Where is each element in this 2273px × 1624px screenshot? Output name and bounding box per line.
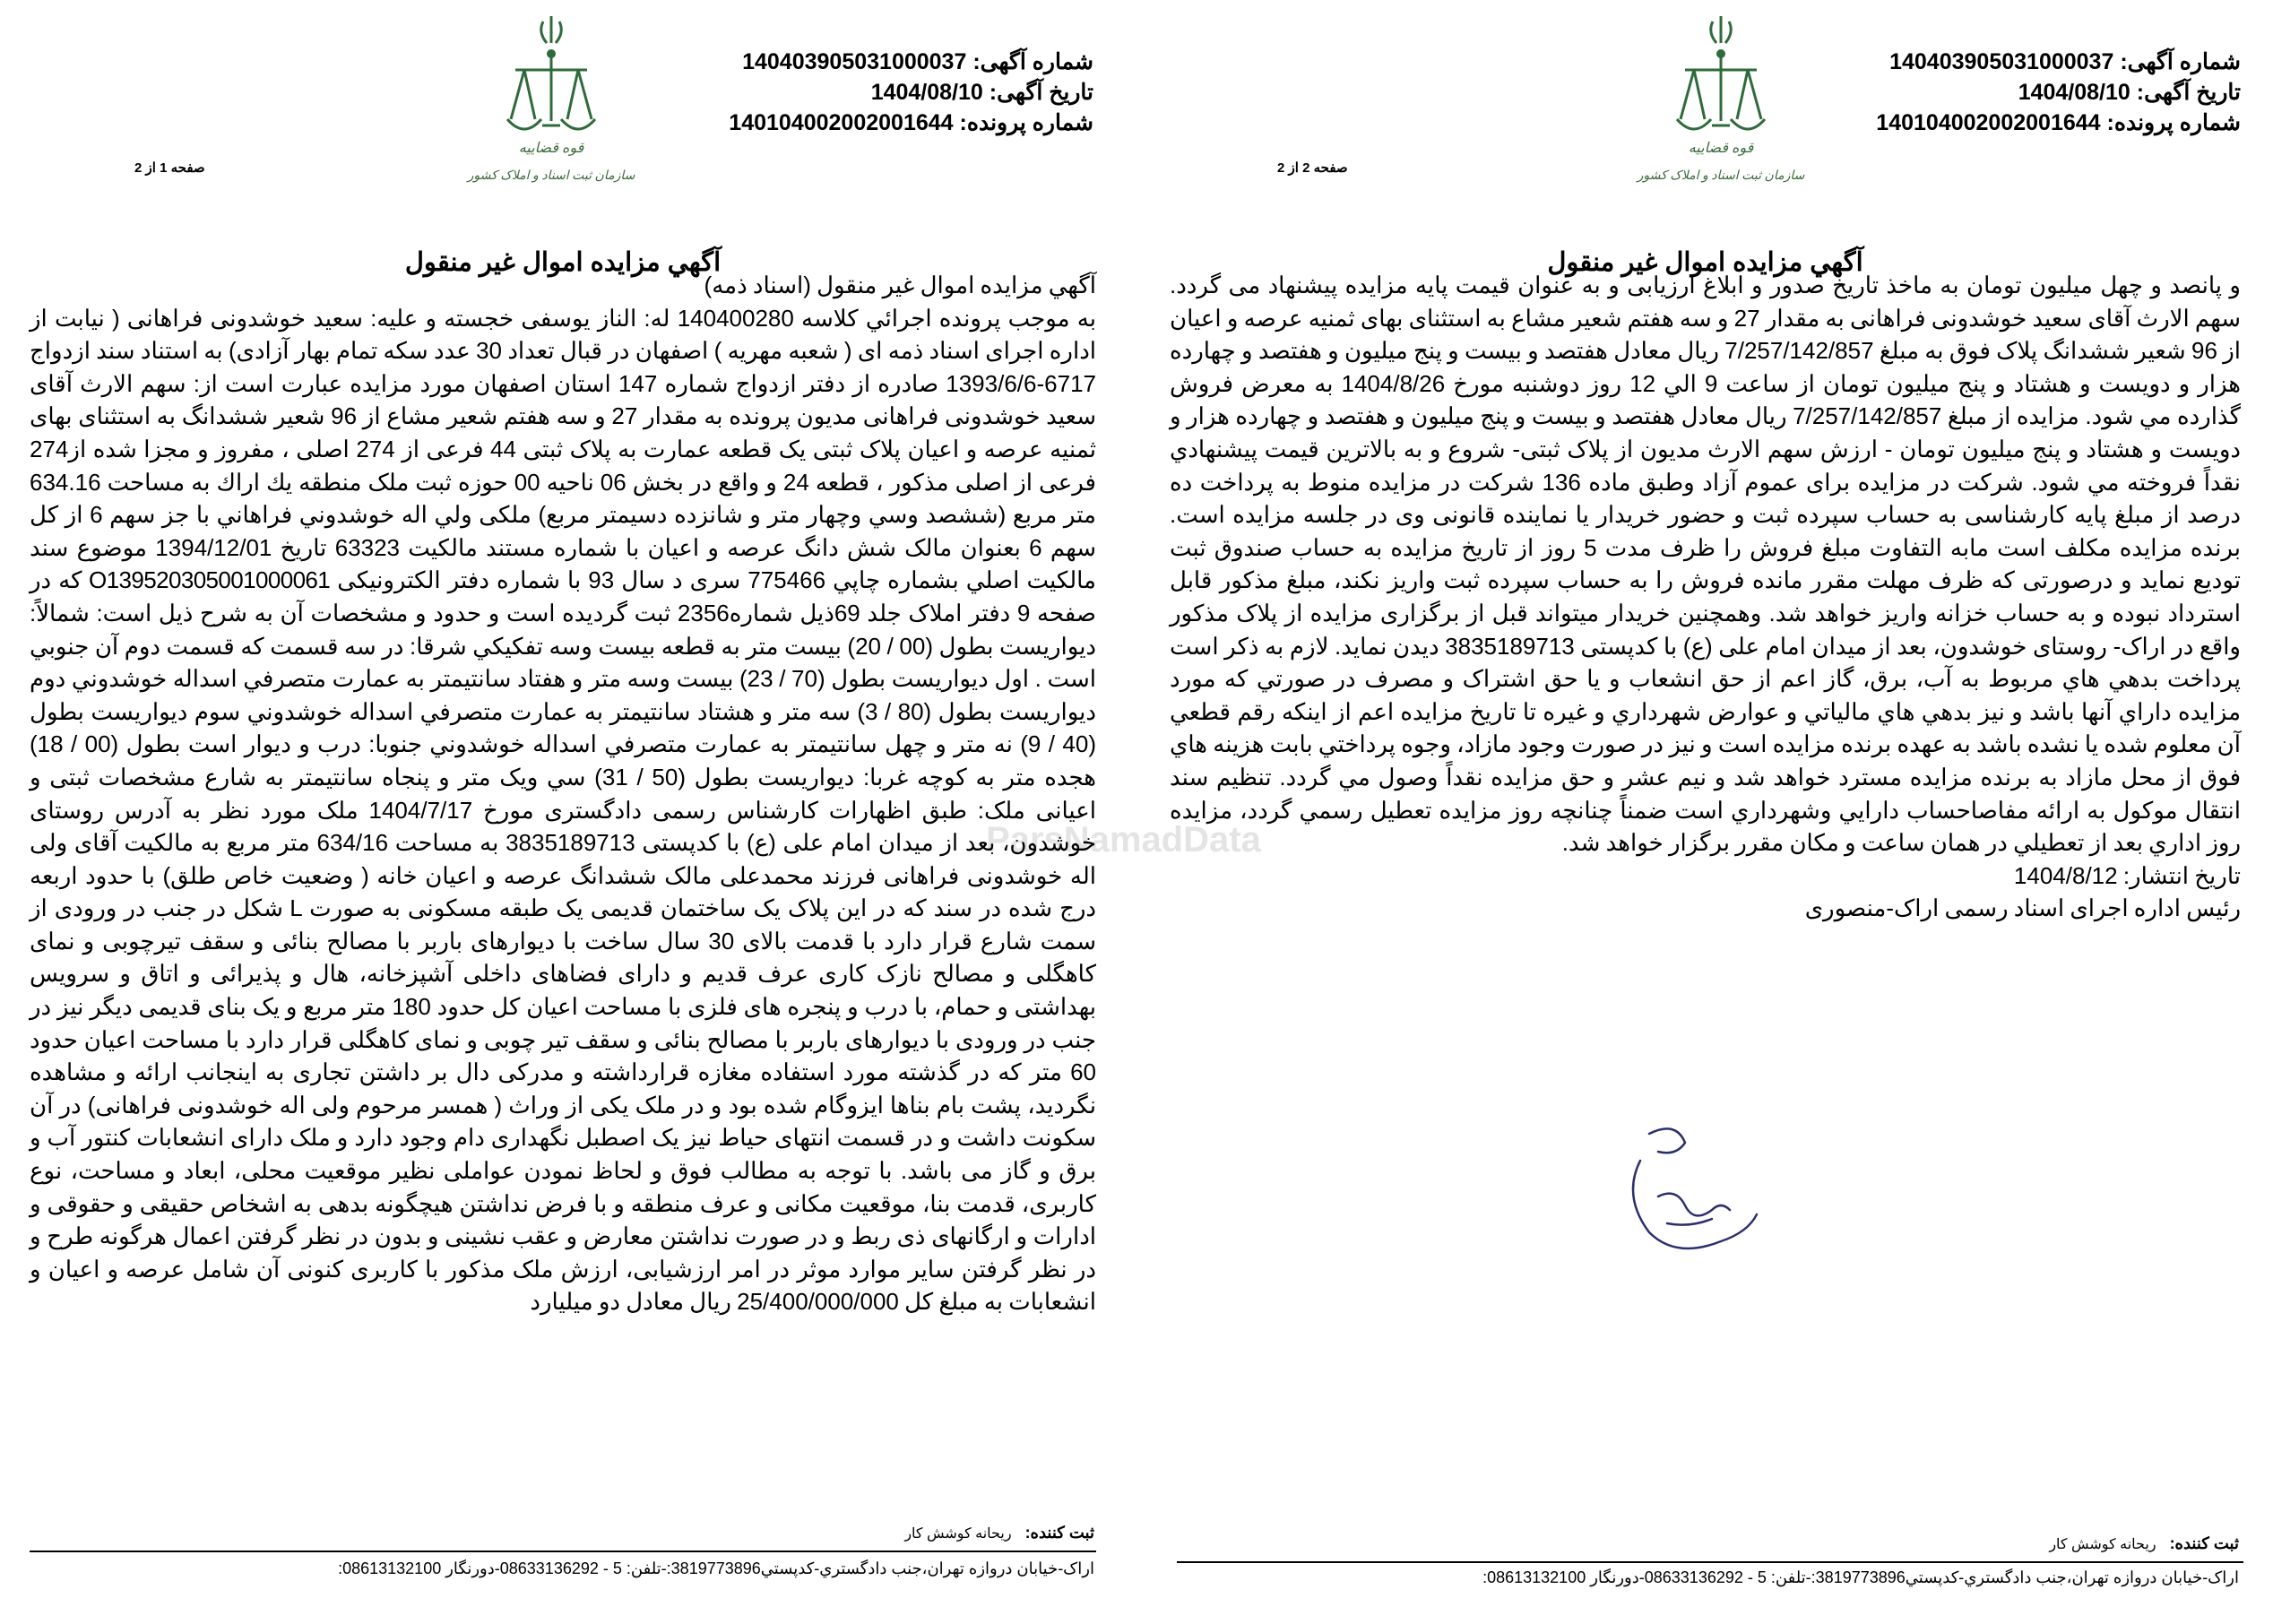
notice-body — [1170, 269, 2241, 925]
registrar-row: ثبت کننده: ريحانه کوشش کار — [2049, 1534, 2239, 1552]
ad-number-row: شماره آگهی: 140403905031000037 — [742, 49, 1093, 74]
ad-date-row: تاريخ آگهی: 1404/08/10 — [2018, 80, 2241, 105]
registrar-row: ثبت کننده: ريحانه کوشش کار — [904, 1524, 1094, 1542]
ad-header — [729, 47, 1093, 138]
footer-divider — [30, 1551, 1096, 1552]
ad-date: 1404/08/10 — [870, 80, 983, 105]
footer-address: اراک-خيابان دروازه تهران،جنب دادگستري-کدپستي3819773896:-تلفن: 5 - 08633136292-دورنگار 08613132100: — [338, 1559, 1094, 1577]
registrar-name: ريحانه کوشش کار — [904, 1526, 1012, 1542]
ad-number: 140403905031000037 — [1889, 49, 2114, 74]
page-indicator: صفحه 1 از 2 — [134, 160, 205, 176]
notice-subtitle: آگهي مزايده اموال غير منقول (اسناد ذمه) — [704, 272, 1096, 298]
file-number-row: شماره پرونده: 140104002002001644 — [1876, 110, 2241, 135]
notice-body-text: و پانصد و چهل ميليون تومان به ماخذ تاريخ صدور و ابلاغ ارزيابی و به عنوان قيمت پايه مزايده پيشنهاد می گردد. سهم الارث آقای سعيد خوشدونی فراهانی به مقدار 27 و سه هفتم شعير مشاع به استثنای بهای ثمنيه عرصه و اعيان از 96 شعير ششدانگ پلاک فوق به مبلغ 7/257/142/857 ريال معادل هفتصد و بيست و پنج ميليون و هفتصد و چهارده هزار و دويست و هشتاد و پنج ميليون تومان از ساعت 9 الي 12 روز دوشنبه مورخ 1404/8/26 به معرض فروش گذارده مي شود. مزايده از مبلغ 7/257/142/857 ريال معادل هفتصد و بيست و پنج ميليون و هفتصد و چهارده هزار و دويست و هشتاد و پنج ميليون تومان - ارزش سهم الارث مديون از پلاک ثبتی- شروع و به بالاترين قيمت پيشنهادي نقداً فروخته مي شود. شركت در مزايده برای عموم آزاد وطبق ماده 136 شرکت در مزايده منوط به پرداخت ده درصد از مبلغ پايه کارشناسی به حساب سپرده ثبت و حضور خريدار يا نماينده قانونی وی در جلسه مزايده است. برنده مزايده مکلف است مابه التفاوت مبلغ فروش را ظرف مدت 5 روز از تاريخ مزايده به حساب صندوق ثبت توديع نمايد و درصورتی که ظرف مهلت مقرر مانده فروش را به حساب سپرده ثبت واريز نکند، مبلغ مذکور قابل استرداد نبوده و به حساب خزانه واريز خواهد شد. وهمچنين خريدار ميتواند قبل از برگزاری مزايده از پلاک مذکور واقع در اراک- روستای خوشدون، بعد از ميدان امام علی (ع) با کدپستی 3835189713 ديدن نمايد. لازم به ذکر است پرداخت بدهي هاي مربوط به آب، برق، گاز اعم از حق انشعاب و يا حق اشتراک و مصرف در صورتي که مورد مزايده داراي آنها باشد و نيز بدهي هاي مالياتي و عوارض شهرداري و غيره تا تاريخ مزايده اعم از اينکه رقم قطعي آن معلوم شده يا نشده باشد به عهده برنده مزايده است و نيز در صورت وجود مازاد، وجوه پرداختي بابت هزينه هاي فوق از محل مازاد به برنده مزايده مسترد خواهد شد و نيم عشر و حق مزايده نقداً وصول مي گردد. تنظيم سند انتقال موکول به ارائه مفاصاحساب دارايي وشهرداري است ضمناً چنانچه روز مزايده تعطيل رسمي گردد، مزايده روز اداري بعد از تعطيلي در همان ساعت و مکان مقرر برگزار خواهد شد. — [1170, 272, 2242, 857]
file-number: 140104002002001644 — [729, 110, 954, 135]
judiciary-emblem-logo — [457, 9, 645, 188]
watermark: ParsNamadData — [986, 820, 1261, 860]
publish-date: 1404/8/12 — [2013, 861, 2118, 889]
ad-number: 140403905031000037 — [742, 49, 967, 74]
publish-date-row: تاريخ انتشار: 1404/8/12 — [2013, 861, 2241, 889]
signatory: رئيس اداره اجرای اسناد رسمی اراک-منصوری — [1804, 894, 2241, 922]
notice-title: آگهي مزايده اموال غير منقول — [404, 248, 722, 277]
registrar-name: ريحانه کوشش کار — [2049, 1537, 2156, 1552]
file-number: 140104002002001644 — [1876, 110, 2101, 135]
scales-of-justice-icon — [1627, 9, 1815, 188]
signature-icon — [1586, 1107, 1775, 1282]
logo-text-registry: سازمان ثبت اسناد و املاک کشور — [1637, 169, 1805, 183]
footer-divider — [1177, 1561, 2243, 1563]
file-number-row: شماره پرونده: 140104002002001644 — [729, 110, 1093, 135]
logo-text-registry: سازمان ثبت اسناد و املاک کشور — [467, 169, 635, 183]
page-indicator: صفحه 2 از 2 — [1277, 160, 1348, 176]
footer-address: اراک-خيابان دروازه تهران،جنب دادگستري-کدپستي3819773896:-تلفن: 5 - 08633136292-دورنگار 08613132100: — [1482, 1568, 2239, 1586]
ad-date-row: تاريخ آگهی: 1404/08/10 — [870, 80, 1093, 105]
notice-body — [30, 269, 1096, 1318]
ad-number-row: شماره آگهی: 140403905031000037 — [1889, 49, 2241, 74]
ad-header — [1876, 47, 2241, 138]
ad-date: 1404/08/10 — [2018, 80, 2130, 105]
notice-body-text: به موجب پرونده اجرائي کلاسه 140400280 له: الناز يوسفی خجسته و عليه: سعيد خوشدونی فراهانی ( نيابت از اداره اجرای اسناد ذمه ای ( شعبه مهريه ) اصفهان در قبال تعداد 30 عدد سکه تمام بهار آزادی) به استناد سند ازدواج 6717-1393/6/6 صادره از دفتر ازدواج شماره 147 استان اصفهان مورد مزايده عبارت است از: سهم الارث آقای سعيد خوشدونی فراهانی مديون پرونده به مقدار 27 و سه هفتم شعير مشاع از 96 شعير ششدانگ به استثنای بهای ثمنيه عرصه و اعيان پلاک ثبتی يک قطعه عمارت به پلاک ثبتی 44 فرعی از 274 اصلی ، مفروز و مجزا شده از274 فرعی از اصلی مذکور ، قطعه 24 و واقع در بخش 06 ناحيه 00 حوزه ثبت ملک منطقه يك اراك به مساحت 634.16 متر مربع (ششصد وسي وچهار متر و شانزده دسيمتر مربع) ملکی ولي اله خوشدوني فراهاني با جز سهم 6 از کل سهم 6 بعنوان مالک شش دانگ عرصه و اعيان با شماره مستند مالکيت 63323 تاريخ 1394/12/01 موضوع سند مالکيت اصلي بشماره چاپي 775466 سری د سال 93 با شماره دفتر الکترونيکی O139520305001000061 که در صفحه 9 دفتر املاک جلد 69ذيل شماره2356 ثبت گرديده است و حدود و مشخصات آن به شرح ذيل است: شمالاً: ديواريست بطول (00 / 20) بيست متر به قطعه بيست وسه تفکيکي شرقا: در سه قسمت که قسمت دوم آن جنوبي است . اول ديواريست بطول (70 / 23) بيست وسه متر و هفتاد سانتيمتر به عمارت متصرفي اسداله خوشدوني دوم ديواريست بطول (80 / 3) سه متر و هشتاد سانتيمتر به عمارت متصرفي اسداله خوشدوني سوم ديواريست بطول (40 / 9) نه متر و چهل سانتيمتر به عمارت متصرفي اسداله خوشدوني جنوبا: درب و ديوار است بطول (00 / 18) هجده متر به کوچه غربا: ديواريست بطول (50 / 31) سي ويک متر و پنجاه سانتيمتر به شارع مشخصات ثبتی و اعيانی ملک: طبق اظهارات کارشناس رسمی دادگستری مورخ 1404/7/17 ملک مورد نظر به آدرس روستای خوشدون، بعد از ميدان امام علی (ع) با کدپستی 3835189713 به مساحت 634/16 متر مربع به مالکيت آقای ولی اله خوشدونی فراهانی فرزند محمدعلی مالک ششدانگ عرصه و اعيان خانه ( وضعيت خاص طلق) با حدود اربعه درج شده در سند که در اين پلاک يک ساختمان قديمی يک طبقه مسکونی به صورت L شکل در جنب در ورودی از سمت شارع قرار دارد با قدمت بالای 30 سال ساخت با ديوارهای باربر با مصالح بنائی و سقف تيرچوبی و نمای کاهگلی و مصالح نازک کاری عرف قديم و دارای فضاهای داخلی آشپزخانه، هال و پذيرائی و اتاق و سرويس بهداشتی و حمام، با درب و پنجره های فلزی با مساحت اعيان کل حدود 180 متر مربع و يک بنای قديمی ديگر نيز در جنب در ورودی با ديوارهای باربر با مصالح بنائی و سقف تير چوبی و نمای کاهگلی قرار دارد با مساحت اعيان حدود 60 متر که در گذشته مورد استفاده مغازه قرارداشته و مدرکی دال بر داشتن تجاری به اينجانب ارائه و مشاهده نگرديد، پشت بام بناها ايزوگام شده بود و در ملک يکی از وراث ( همسر مرحوم ولی اله خوشدونی فراهانی) در آن سکونت داشت و در قسمت انتهای حياط نيز يک اصطبل نگهداری دام وجود دارد و ملک دارای انشعابات کنتور آب و برق و گاز می باشد. با توجه به مطالب فوق و لحاظ نمودن عواملی نظير موقعيت محلی، ابعاد و مساحت، نوع کاربری، قدمت بنا، موقعيت مکانی و عرف منطقه و با فرض نداشتن هيچگونه بدهی به اشخاص حقيقی و حقوقی و ادارات و ارگانهای ذی ربط و در صورت نداشتن معارض و عقب نشينی و بدون در نظر گرفتن اعمال هرگونه طرح و در نظر گرفتن ساير موارد موثر در امر ارزشيابی، ارزش ملک مذکور با کاربری کنونی آن شامل عرصه و اعيان و انشعابات به مبلغ کل 25/400/000/000 ريال معادل دو ميليارد — [30, 304, 1097, 1316]
notice-title: آگهي مزايده اموال غير منقول — [1547, 248, 1863, 277]
scales-of-justice-icon — [457, 9, 645, 188]
judiciary-emblem-logo — [1627, 9, 1815, 188]
logo-text-judiciary: قوه قضاييه — [518, 141, 584, 156]
logo-text-judiciary: قوه قضاييه — [1688, 141, 1754, 156]
